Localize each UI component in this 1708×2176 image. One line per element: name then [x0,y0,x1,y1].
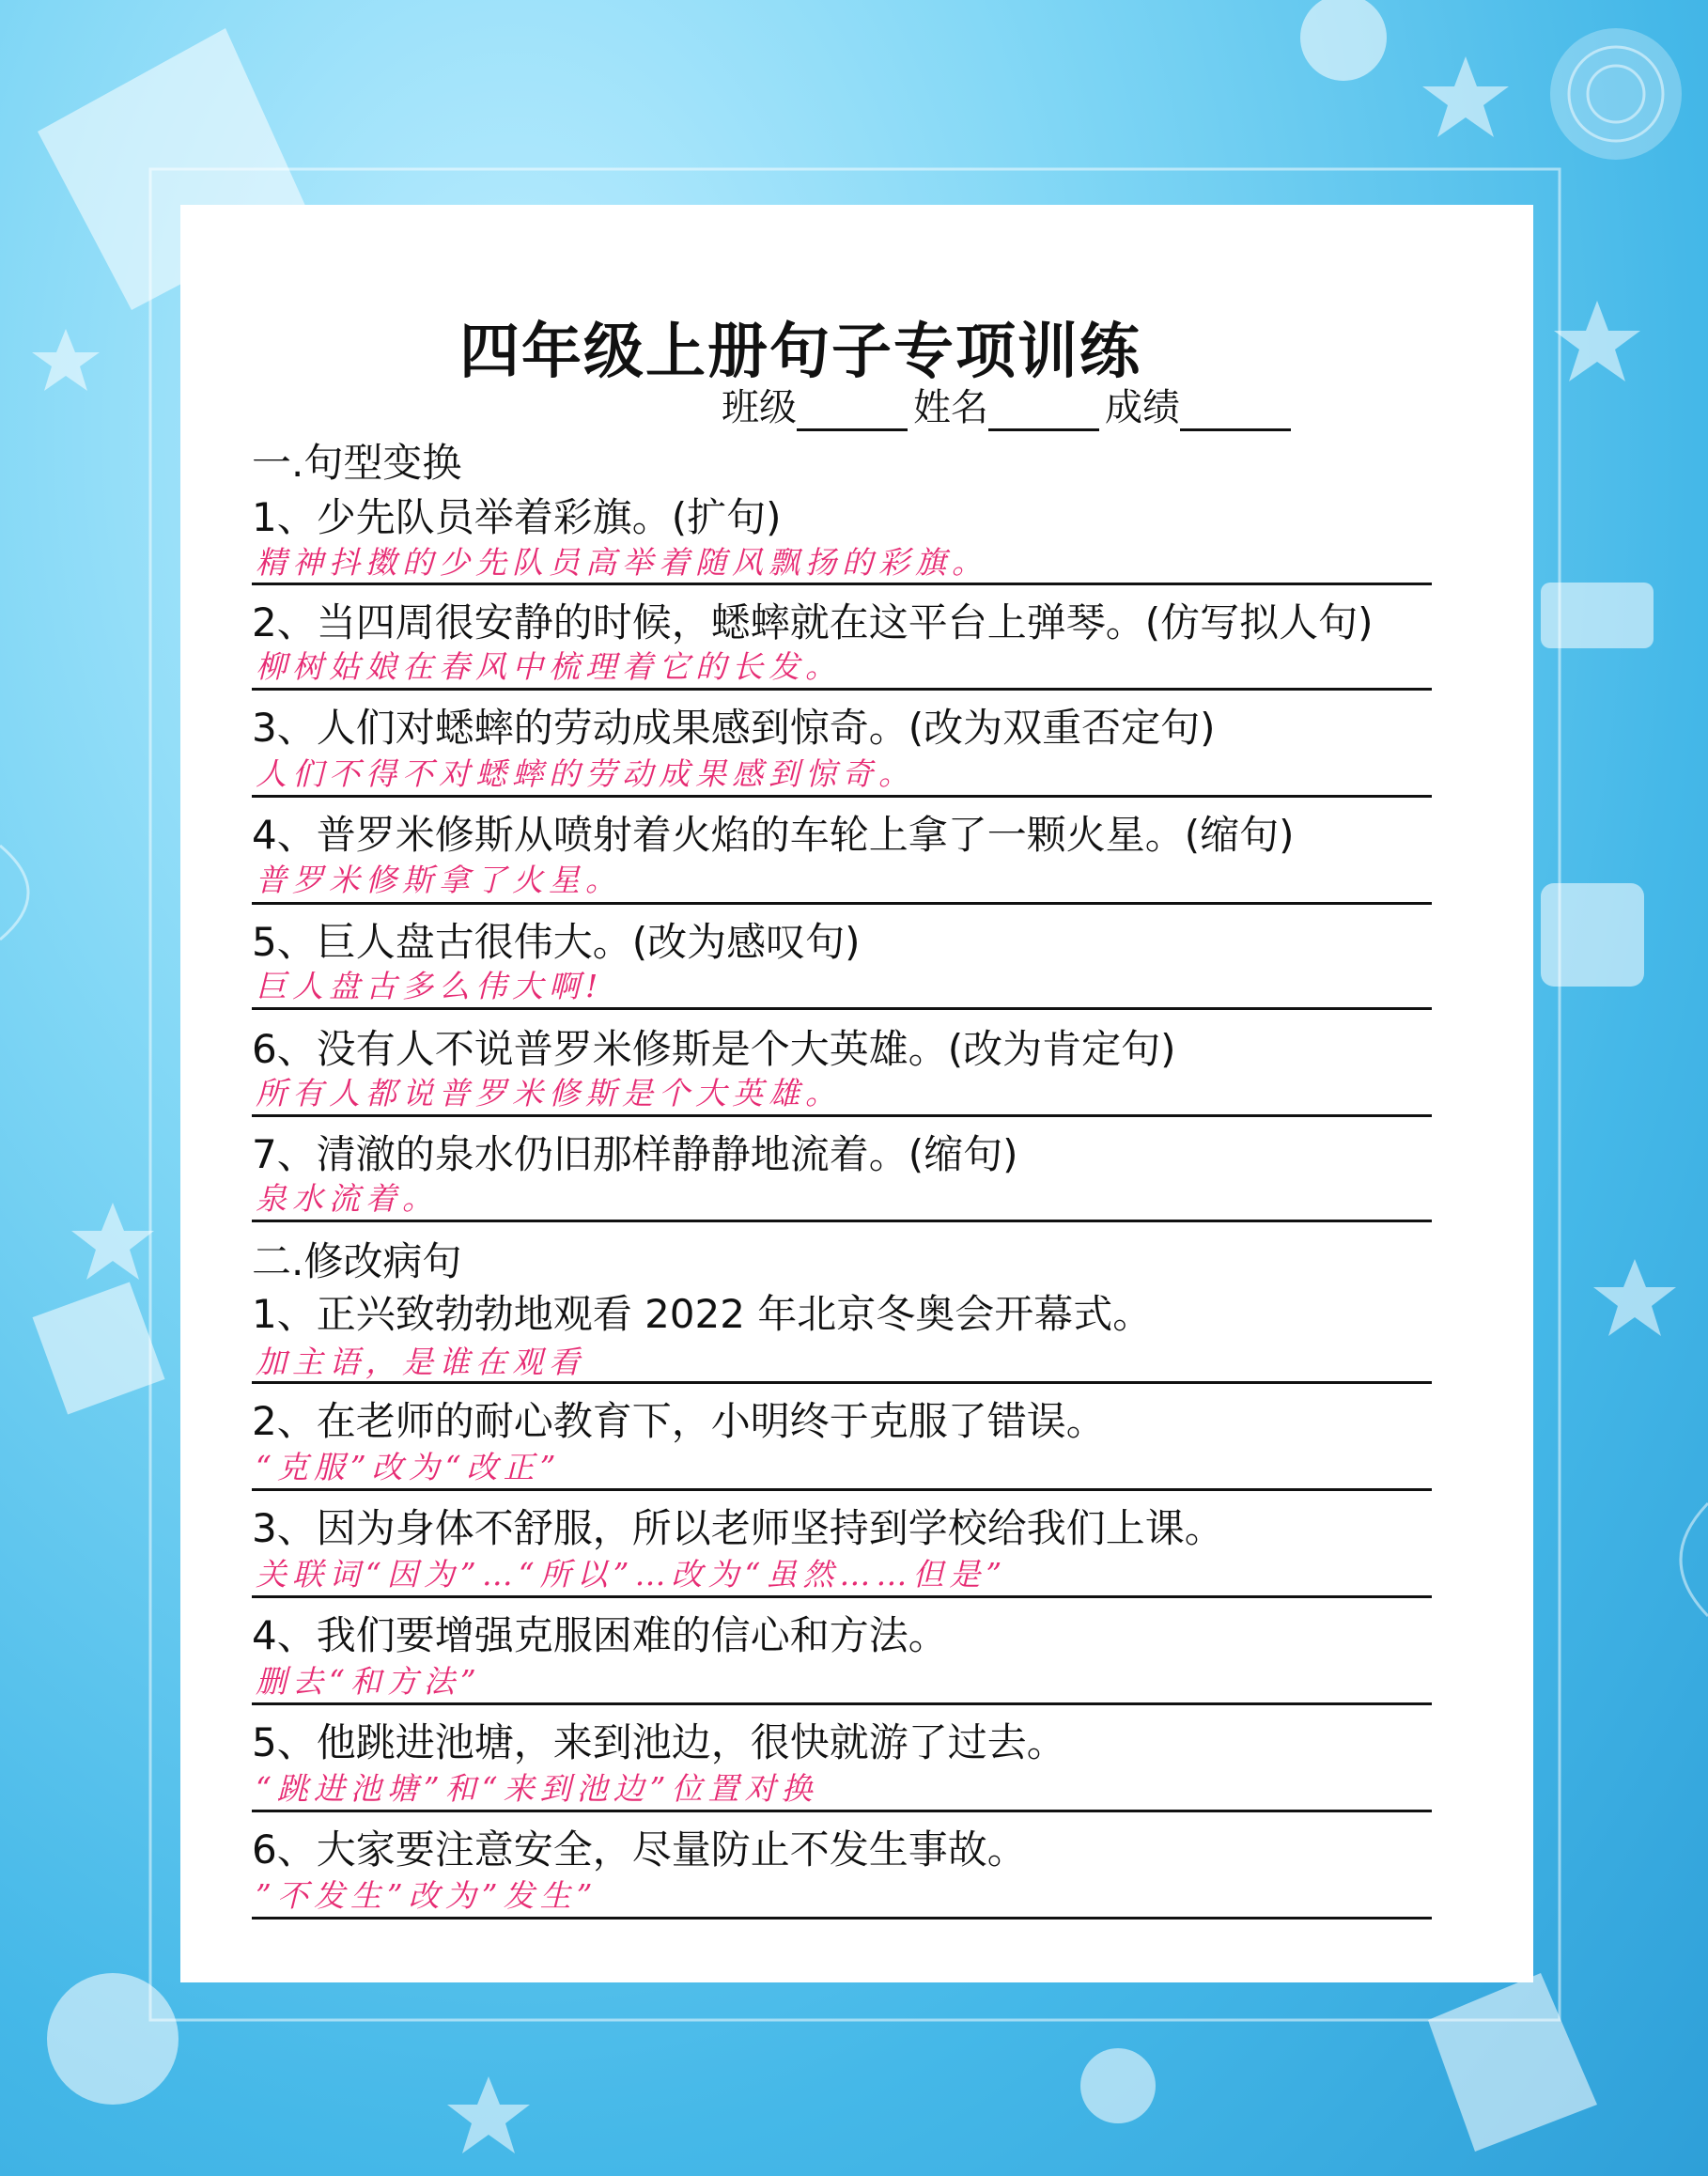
answer-line [252,795,1432,798]
handwritten-answer: 精神抖擞的少先队员高举着随风飘扬的彩旗。 [256,544,988,581]
handwritten-answer: 巨人盘古多么伟大啊! [256,968,604,1004]
section-heading: 一.句型变换 [252,440,462,486]
question: 4、普罗米修斯从喷射着火焰的车轮上拿了一颗火星。(缩句) [252,812,1295,858]
handwritten-answer: 普罗米修斯拿了火星。 [256,862,622,898]
answer-line [252,1810,1432,1812]
handwritten-answer: “克服”改为“改正” [256,1449,562,1485]
handwritten-answer: “跳进池塘”和“来到池边”位置对换 [256,1770,818,1807]
question: 3、因为身体不舒服，所以老师坚持到学校给我们上课。 [252,1505,1224,1551]
answer-line [252,1114,1432,1117]
section-heading: 二.修改病句 [252,1238,462,1284]
answer-line [252,583,1432,585]
handwritten-answer: ”不发生”改为”发生” [256,1877,598,1914]
question: 2、当四周很安静的时候，蟋蟀就在这平台上弹琴。(仿写拟人句) [252,599,1374,645]
handwritten-answer: 泉水流着。 [256,1180,439,1217]
handwritten-answer: 所有人都说普罗米修斯是个大英雄。 [256,1075,842,1111]
worksheet [180,205,1533,1982]
answer-line [252,1007,1432,1010]
question: 3、人们对蟋蟀的劳动成果感到惊奇。(改为双重否定句) [252,705,1216,751]
question: 6、没有人不说普罗米修斯是个大英雄。(改为肯定句) [252,1026,1176,1072]
answer-line [252,1702,1432,1705]
page-title: 四年级上册句子专项训练 [459,318,1141,387]
answer-line [252,1917,1432,1920]
question: 5、巨人盘古很伟大。(改为感叹句) [252,919,861,965]
question: 6、大家要注意安全，尽量防止不发生事故。 [252,1826,1027,1873]
student-info-row [722,378,1297,431]
handwritten-answer: 删去“和方法” [256,1663,482,1700]
answer-line [252,1595,1432,1598]
star-decoration [1422,56,1509,137]
answer-line [252,1488,1432,1491]
handwritten-answer: 加主语，是谁在观看 [256,1344,585,1380]
class-blank [797,391,908,431]
score-label: 成绩 [1105,386,1180,429]
name-blank [988,391,1099,431]
question: 7、清澈的泉水仍旧那样静静地流着。(缩句) [252,1131,1018,1177]
question: 5、他跳进池塘，来到池边，很快就游了过去。 [252,1719,1066,1765]
answer-line [252,688,1432,691]
answer-line [252,902,1432,905]
score-blank [1180,391,1291,431]
name-label: 姓名 [913,386,988,429]
handwritten-answer: 人们不得不对蟋蟀的劳动成果感到惊奇。 [256,755,915,792]
answer-line [252,1220,1432,1222]
class-label: 班级 [722,386,797,429]
handwritten-answer: 柳树姑娘在春风中梳理着它的长发。 [256,648,842,685]
question: 2、在老师的耐心教育下，小明终于克服了错误。 [252,1398,1106,1444]
question: 1、少先队员举着彩旗。(扩句) [252,494,782,540]
question: 1、正兴致勃勃地观看 2022 年北京冬奥会开幕式。 [252,1291,1153,1337]
handwritten-answer: 关联词“因为”…“所以”…改为“虽然……但是” [256,1556,1008,1593]
answer-line [252,1381,1432,1384]
question: 4、我们要增强克服困难的信心和方法。 [252,1612,948,1658]
